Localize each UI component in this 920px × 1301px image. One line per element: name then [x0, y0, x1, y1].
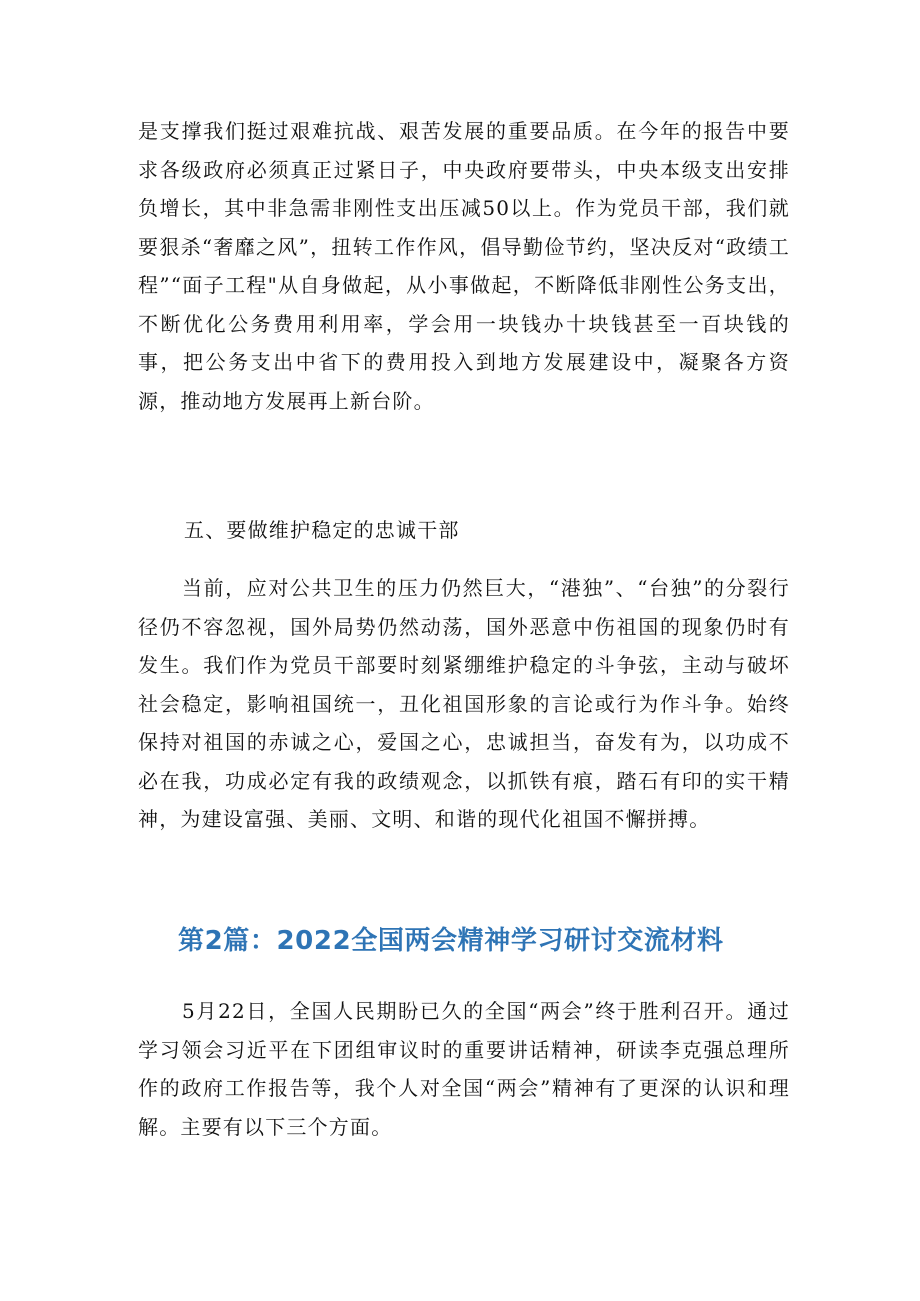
- article-2-title: 第2篇：2022全国两会精神学习研讨交流材料: [178, 926, 724, 956]
- paragraph-frugality: 是支撑我们挺过艰难抗战、艰苦发展的重要品质。在今年的报告中要求各级政府必须真正过紧日子，中央政府要带头，中央本级支出安排负增长，其中非急需非刚性支出压减50以上。作为党员干部，我们就要狠杀“奢靡之风”，扭转工作作风，倡导勤俭节约，坚决反对“政绩工程”“面子工程"从自身做起，从小事做起，不断降低非刚性公务支出，不断优化公务费用利用率，学会用一块钱办十块钱甚至一百块钱的事，把公务支出中省下的费用投入到地方发展建设中，凝聚各方资源，推动地方发展再上新台阶。: [138, 119, 790, 413]
- paragraph-two-sessions-intro: 5月22日，全国人民期盼已久的全国“两会”终于胜利召开。通过学习领会习近平在下团组审议时的重要讲话精神，研读李克强总理所作的政府工作报告等，我个人对全国“两会”精神有了更深的认识和理解。主要有以下三个方面。: [138, 999, 790, 1139]
- section-5-heading: 五、要做维护稳定的忠诚干部: [184, 518, 460, 542]
- paragraph-stability: 当前，应对公共卫生的压力仍然巨大，“港独”、“台独”的分裂行径仍不容忽视，国外局势仍然动荡，国外恶意中伤祖国的现象仍时有发生。我们作为党员干部要时刻紧绷维护稳定的斗争弦，主动与破坏社会稳定，影响祖国统一，丑化祖国形象的言论或行为作斗争。始终保持对祖国的赤诚之心，爱国之心，忠诚担当，奋发有为，以功成不必在我，功成必定有我的政绩观念，以抓铁有痕，踏石有印的实干精神，为建设富强、美丽、文明、和谐的现代化祖国不懈拼搏。: [138, 576, 790, 831]
